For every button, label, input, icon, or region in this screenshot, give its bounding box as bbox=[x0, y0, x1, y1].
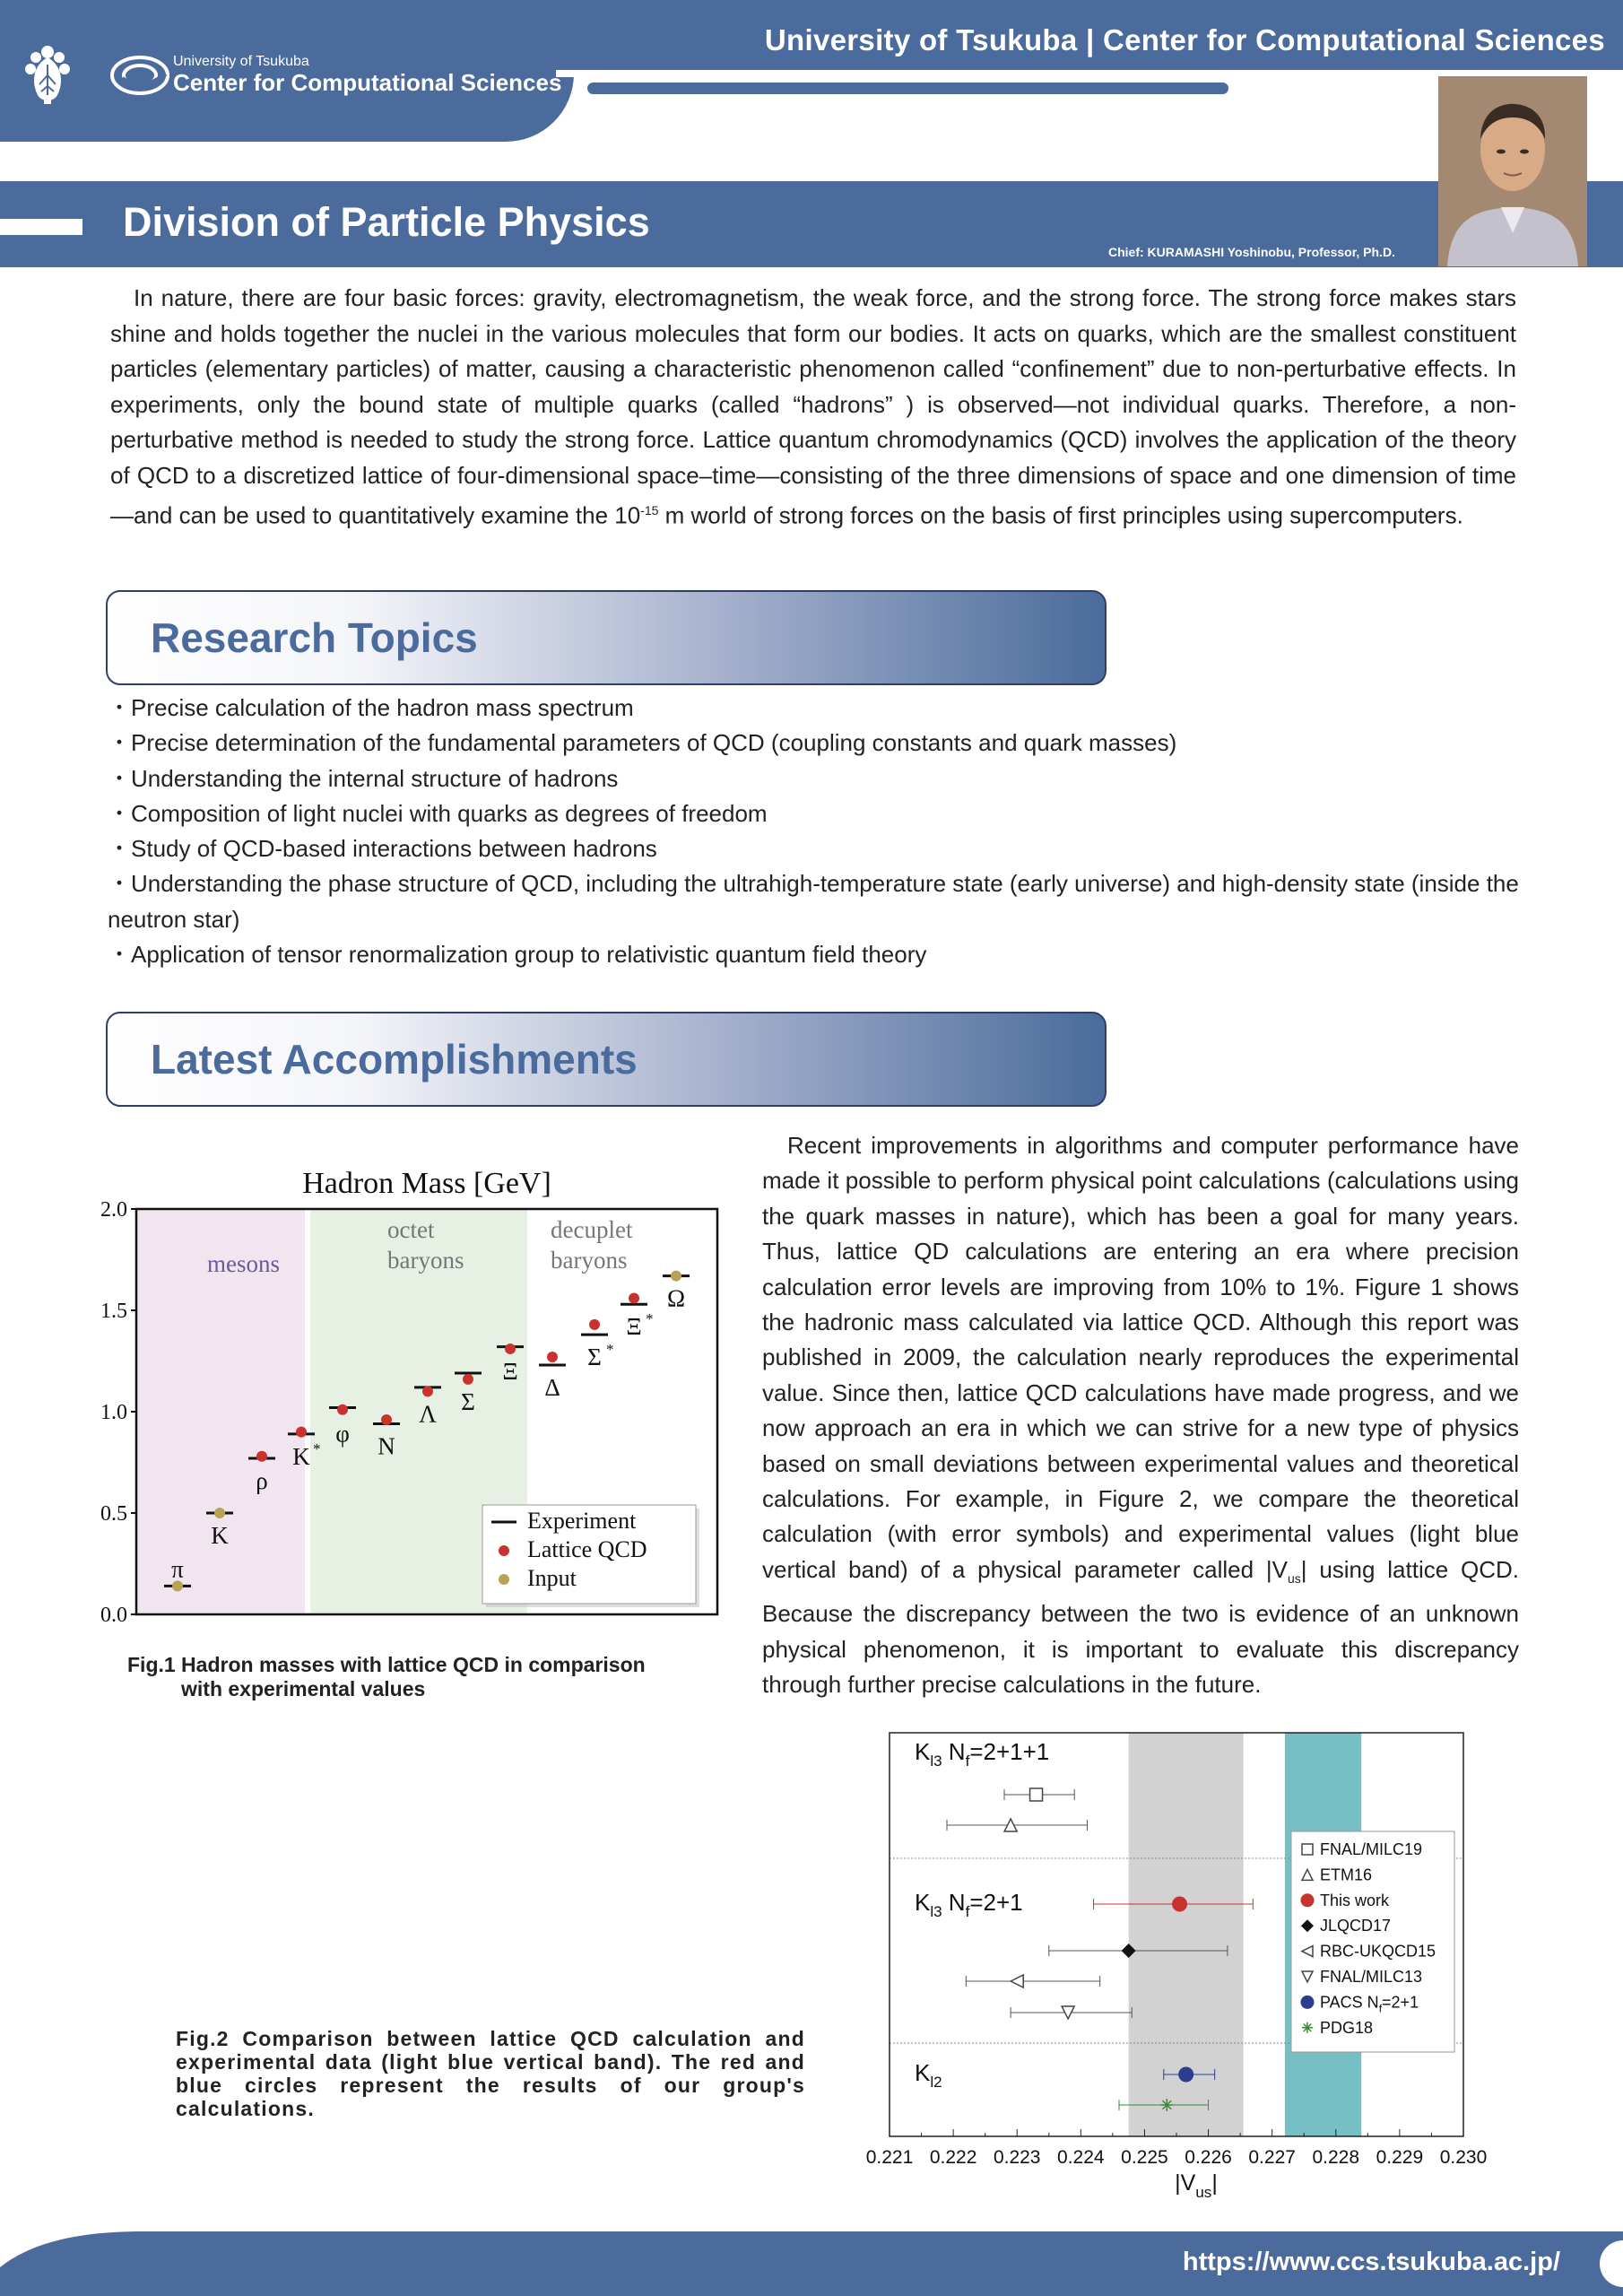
fig1-caption bbox=[127, 1653, 701, 1701]
legend-label: ETM16 bbox=[1320, 1866, 1373, 1884]
lattice-point bbox=[422, 1386, 433, 1396]
accomplishments-text-b: | using lattice QCD. Because the discrepancy between the two is evidence of an unknown physical phenomenon, it is important to evaluate this discrepancy through further precise calculations in the future. bbox=[762, 1555, 1519, 1699]
region-label: decuplet bbox=[551, 1216, 633, 1243]
ccs-logo-icon bbox=[109, 52, 170, 99]
legend-label-part: =2+1 bbox=[1382, 1993, 1419, 2012]
legend-label: FNAL/MILC13 bbox=[1320, 1968, 1423, 1986]
accomplishments-title: Latest Accomplishments bbox=[151, 1036, 638, 1083]
header-stripe bbox=[587, 83, 1228, 94]
legend-marker bbox=[1302, 1844, 1313, 1855]
x-axis-label-part: |V bbox=[1175, 2170, 1196, 2196]
region-divider bbox=[305, 1209, 310, 1614]
hadron-label: Ξ bbox=[626, 1313, 642, 1341]
group-label-part: N bbox=[942, 1889, 966, 1916]
group-label-part: =2+1 bbox=[969, 1889, 1023, 1916]
hadron-mass-chart bbox=[79, 1157, 742, 1638]
lattice-point bbox=[256, 1451, 267, 1462]
hadron-label: Δ bbox=[544, 1374, 560, 1402]
legend-label: JLQCD17 bbox=[1320, 1917, 1392, 1935]
legend-label-part: f bbox=[1378, 2002, 1383, 2015]
y-tick-label: 1.0 bbox=[100, 1401, 127, 1424]
hadron-label: Ξ bbox=[502, 1357, 518, 1385]
legend-label: Input bbox=[527, 1565, 577, 1591]
lattice-point bbox=[296, 1427, 307, 1438]
accomplishments-text-a: Recent improvements in algorithms and computer performance have made it possible to perform physical point calculations (calculations using the quark masses in nature), which has been a goal for many years. Thus, lattice QD calculations are entering an era where precision calculation error levels are improving from 10% to 1%. Figure 1 shows the hadronic mass calculated via lattice QCD. Although this report was published in 2009, the calculation nearly reproduces the experimental value. Since then, lattice QCD calculations have made progress, and we now approach an era in which we can strive for a new type of physics based on small deviations between experimental values and theoretical calculations. For example, in Figure 2, we compare the theoretical calculation (with error symbols) and experimental values (light blue vertical band) of a physical parameter called |V bbox=[762, 1132, 1519, 1583]
group-label-part: l2 bbox=[930, 2074, 942, 2091]
lattice-point bbox=[547, 1352, 558, 1362]
intro-text-b: m world of strong forces on the basis of first principles using supercomputers. bbox=[658, 501, 1463, 529]
legend-label: FNAL/MILC19 bbox=[1320, 1840, 1423, 1858]
input-point bbox=[214, 1508, 225, 1518]
x-axis-label-part: us bbox=[1195, 2184, 1212, 2197]
lattice-point bbox=[629, 1292, 639, 1303]
legend-label: RBC-UKQCD15 bbox=[1320, 1942, 1436, 1961]
hadron-label: Ω bbox=[666, 1284, 686, 1312]
logo-university-text: University of Tsukuba bbox=[173, 54, 309, 69]
accomplishments-paragraph bbox=[762, 1128, 1519, 1703]
intro-text-a: In nature, there are four basic forces: gravity, electromagnetism, the weak force, and the strong force. The strong force makes stars shine and holds together the nuclei in the various molecules that form our bodies. It acts on quarks, which are the smallest constituent particles (elementary particles) of matter, causing a characteristic phenomenon called “confinement” due to non-perturbative effects. In experiments, only the bound state of multiple quarks (called “hadrons” ) is observed—not individual quarks. Therefore, a non-perturbative method is needed to study the strong force. Lattice quantum chromodynamics (QCD) involves the application of the theory of QCD to a discretized lattice of four-dimensional space–time—consisting of the three dimensions of space and one dimension of time—and can be used to quantitatively examine the 10 bbox=[110, 284, 1516, 529]
list-item: ・Understanding the internal structure of hadrons bbox=[108, 764, 619, 792]
y-tick-label: 1.5 bbox=[100, 1300, 127, 1323]
y-tick-label: 0.5 bbox=[100, 1502, 127, 1526]
group-label-part: K bbox=[915, 1738, 931, 1765]
x-tick-label: 0.228 bbox=[1312, 2147, 1360, 2168]
x-tick-label: 0.225 bbox=[1121, 2147, 1168, 2168]
data-marker bbox=[1160, 2099, 1173, 2111]
hadron-label: N bbox=[378, 1432, 395, 1460]
chief-portrait-photo bbox=[1438, 76, 1587, 266]
region-label: mesons bbox=[207, 1250, 280, 1277]
legend-label: Lattice QCD bbox=[527, 1536, 647, 1562]
group-label-part: l3 bbox=[930, 1903, 942, 1920]
input-point bbox=[671, 1271, 681, 1282]
fig1-caption-line1: Fig.1 Hadron masses with lattice QCD in comparison bbox=[127, 1653, 646, 1676]
university-crest-icon bbox=[14, 39, 81, 106]
hadron-label-star: * bbox=[646, 1310, 654, 1328]
legend-marker bbox=[1301, 1996, 1315, 2009]
data-marker bbox=[1172, 1897, 1187, 1912]
x-tick-label: 0.221 bbox=[865, 2147, 914, 2168]
chart-title: Hadron Mass [GeV] bbox=[302, 1167, 551, 1200]
x-tick-label: 0.229 bbox=[1376, 2147, 1424, 2168]
x-tick-label: 0.227 bbox=[1248, 2147, 1296, 2168]
lattice-point bbox=[589, 1319, 600, 1330]
x-tick-label: 0.222 bbox=[929, 2147, 977, 2168]
research-topics-list bbox=[108, 691, 1524, 972]
legend-label-part: PACS N bbox=[1320, 1993, 1379, 2012]
x-axis-label-part: | bbox=[1211, 2170, 1218, 2196]
list-item: ・Application of tensor renormalization group to relativistic quantum field theory bbox=[108, 941, 927, 969]
research-topics-title: Research Topics bbox=[151, 614, 478, 661]
footer-url-link[interactable]: https://www.ccs.tsukuba.ac.jp/ bbox=[1182, 2248, 1560, 2276]
y-tick-label: 0.0 bbox=[100, 1604, 127, 1627]
legend-label: This work bbox=[1320, 1891, 1390, 1909]
hadron-label: Σ bbox=[587, 1344, 602, 1371]
division-accent-bar bbox=[0, 219, 82, 235]
list-item: ・Composition of light nuclei with quarks as degrees of freedom bbox=[108, 799, 768, 827]
region-label: baryons bbox=[551, 1247, 628, 1274]
lattice-point bbox=[463, 1374, 473, 1385]
x-tick-label: 0.224 bbox=[1057, 2147, 1105, 2168]
lattice-point bbox=[337, 1405, 348, 1415]
lattice-point bbox=[505, 1344, 516, 1354]
group-label-part: K bbox=[915, 2059, 931, 2086]
division-title: Division of Particle Physics bbox=[123, 199, 650, 245]
fig1-caption-line2: with experimental values bbox=[181, 1677, 426, 1700]
region-label: octet bbox=[387, 1216, 435, 1243]
legend-marker bbox=[1301, 1893, 1315, 1907]
list-item: ・Study of QCD-based interactions between hadrons bbox=[108, 835, 657, 863]
group-label-part: N bbox=[942, 1738, 966, 1765]
lattice-point bbox=[381, 1414, 392, 1425]
logo-center-text: Center for Computational Sciences bbox=[173, 69, 562, 96]
legend-lattice-symbol bbox=[499, 1545, 509, 1556]
hadron-label: K bbox=[292, 1442, 310, 1470]
group-label-part: f bbox=[965, 1752, 970, 1770]
group-label-part: l3 bbox=[930, 1752, 942, 1770]
x-tick-label: 0.223 bbox=[993, 2147, 1041, 2168]
group-label-part: =2+1+1 bbox=[969, 1738, 1050, 1765]
vus-subscript: us bbox=[1287, 1571, 1301, 1587]
data-marker bbox=[1030, 1788, 1043, 1801]
y-tick-label: 2.0 bbox=[100, 1198, 127, 1222]
x-tick-label: 0.226 bbox=[1185, 2147, 1232, 2168]
hadron-label: Σ bbox=[461, 1387, 475, 1415]
hadron-label: φ bbox=[335, 1420, 350, 1448]
group-label-part: K bbox=[915, 1889, 931, 1916]
x-tick-label: 0.230 bbox=[1439, 2147, 1488, 2168]
x-axis-label bbox=[1175, 2170, 1218, 2197]
hadron-label-star: * bbox=[606, 1341, 614, 1359]
legend-label: PDG18 bbox=[1320, 2018, 1374, 2037]
region-label: baryons bbox=[387, 1247, 464, 1274]
legend-marker bbox=[1302, 2022, 1313, 2033]
intro-exponent: -15 bbox=[640, 503, 659, 517]
list-item: ・Precise determination of the fundamental parameters of QCD (coupling constants and quark masses) bbox=[108, 729, 1177, 757]
hadron-label: K bbox=[211, 1522, 229, 1549]
list-item: ・Precise calculation of the hadron mass spectrum bbox=[108, 694, 634, 721]
legend-label: Experiment bbox=[527, 1508, 637, 1534]
fig2-caption: Fig.2 Comparison between lattice QCD calculation and experimental data (light blue vertical band). The red and blue circles represent the results of our group's calculations. bbox=[176, 2027, 805, 2120]
data-marker bbox=[1178, 2067, 1193, 2083]
legend-input-symbol bbox=[499, 1574, 509, 1585]
vus-comparison-chart bbox=[861, 1724, 1488, 2197]
hadron-label-star: * bbox=[313, 1439, 321, 1457]
chief-name: Chief: KURAMASHI Yoshinobu, Professor, Ph.D. bbox=[1108, 245, 1395, 259]
hadron-label: Λ bbox=[419, 1400, 437, 1428]
hadron-label: π bbox=[171, 1555, 184, 1583]
list-item: ・Understanding the phase structure of QCD, including the ultrahigh-temperature state (early universe) and high-density state (inside the neutron star) bbox=[108, 870, 1519, 933]
hadron-label: ρ bbox=[256, 1466, 268, 1494]
header-title: University of Tsukuba | Center for Computational Sciences bbox=[764, 23, 1605, 57]
intro-paragraph bbox=[110, 281, 1516, 534]
group-label-part: f bbox=[965, 1903, 970, 1920]
